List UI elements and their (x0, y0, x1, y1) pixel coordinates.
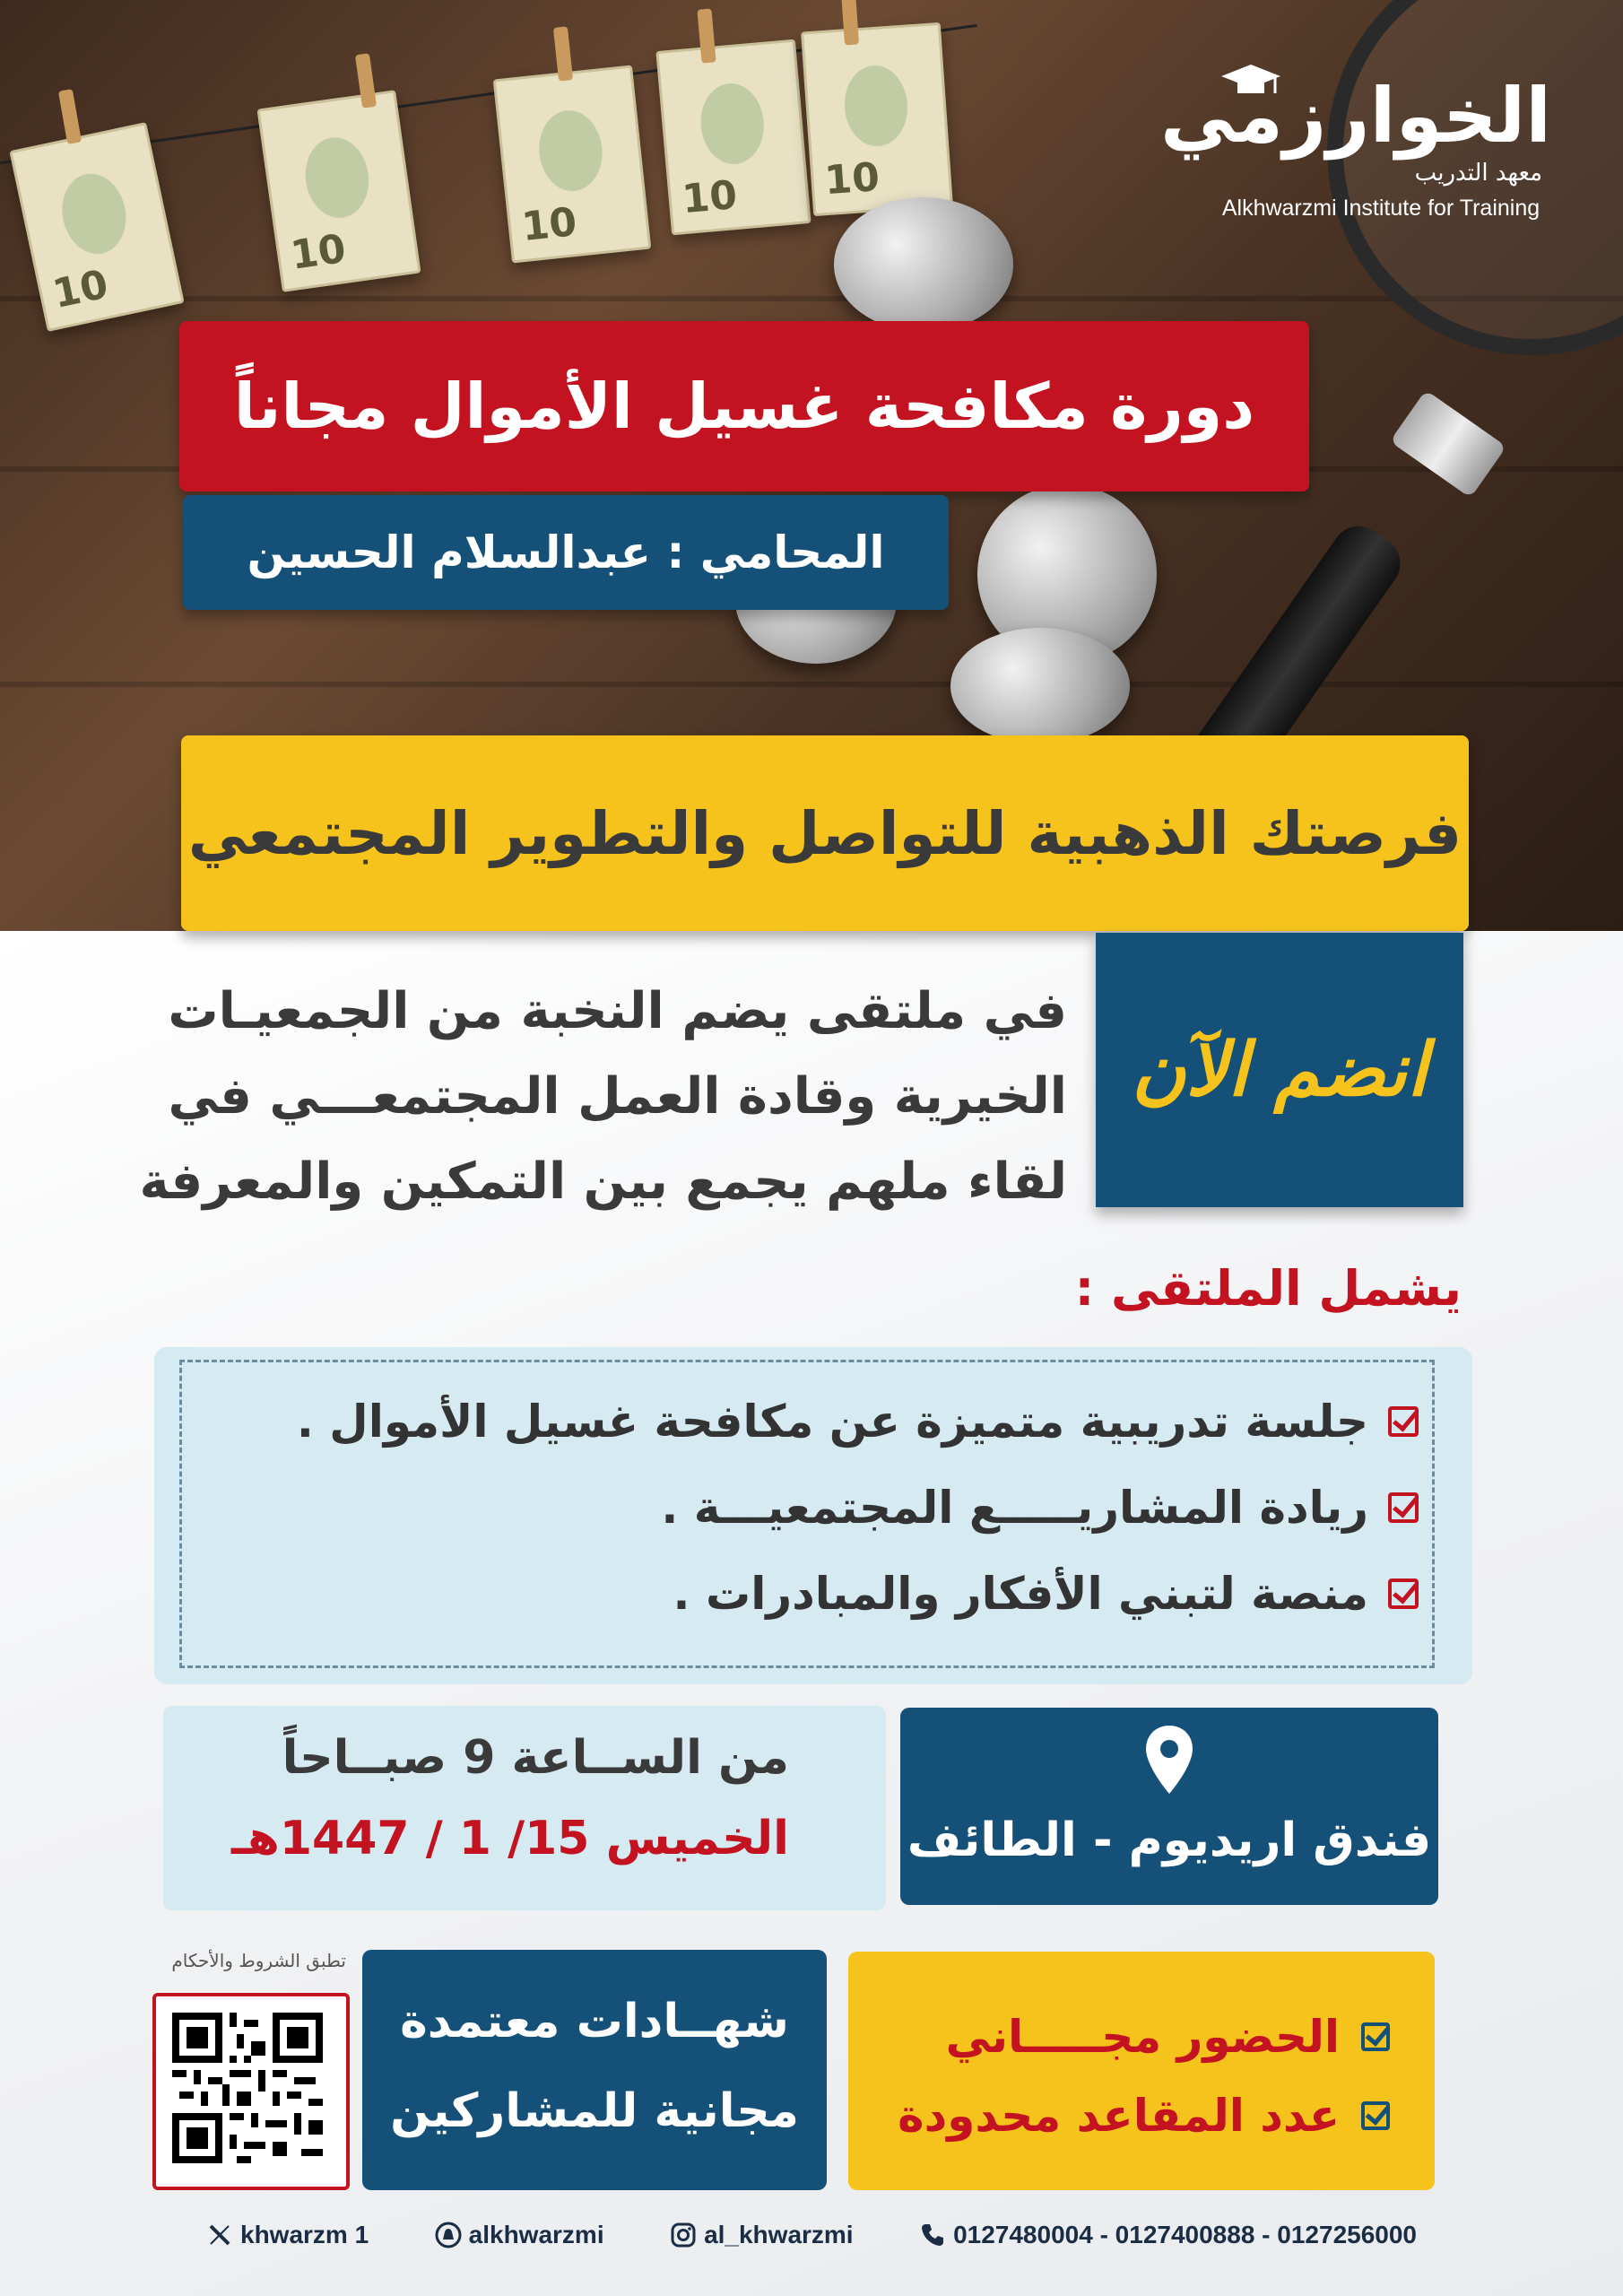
banknote: 10 (655, 39, 811, 236)
list-item-text: منصة لتبني الأفكار والمبادرات . (673, 1568, 1368, 1620)
attendance-text: عدد المقاعد محدودة (898, 2090, 1340, 2142)
course-title: دورة مكافحة غسيل الأموال مجاناً (179, 321, 1309, 491)
check-icon (1388, 1406, 1419, 1437)
contact-footer (206, 2215, 1417, 2255)
list-item (297, 1396, 1419, 1448)
coin (950, 628, 1130, 744)
phone-list: 0127480004 - 0127400888 - 0127256000 (953, 2221, 1417, 2248)
check-icon (1361, 2022, 1390, 2051)
event-date: الخميس 15/ 1 / 1447هـ (231, 1812, 789, 1866)
attendance-item (946, 2011, 1390, 2063)
banknote: 10 (801, 22, 953, 216)
description-line: الخيرية وقادة العمل المجتمعـــي في (168, 1067, 1067, 1126)
x-handle: khwarzm 1 (240, 2221, 369, 2248)
clothespin (841, 0, 859, 45)
clothespin (58, 89, 82, 144)
description (139, 969, 1067, 1224)
venue-box (900, 1708, 1438, 1905)
magnifier-collar (1390, 390, 1506, 498)
logo-english: Alkhwarzmi Institute for Training (1221, 196, 1541, 221)
location-pin-icon (1142, 1724, 1196, 1796)
snapchat-link[interactable] (435, 2221, 604, 2249)
certificates-line: شهــادات معتمدة (400, 1995, 789, 2048)
list-item (661, 1482, 1419, 1534)
certificates-box (362, 1950, 827, 2190)
lawyer-name: المحامي : عبدالسلام الحسين (183, 495, 949, 610)
time-box (163, 1706, 886, 1910)
venue-name: فندق اريديوم - الطائف (907, 1813, 1432, 1867)
check-icon (1361, 2101, 1390, 2130)
banknote: 10 (493, 65, 652, 263)
institute-logo (1159, 54, 1551, 233)
list-item-text: ريادة المشاريـــــع المجتمعيـــة . (661, 1482, 1368, 1534)
description-line: لقاء ملهم يجمع بين التمكين والمعرفة (139, 1152, 1067, 1211)
tagline: فرصتك الذهبية للتواصل والتطوير المجتمعي (181, 735, 1469, 931)
list-item (673, 1568, 1419, 1620)
attendance-item (898, 2090, 1390, 2142)
x-link[interactable] (206, 2221, 369, 2249)
instagram-link[interactable] (670, 2221, 854, 2249)
wood-grain (0, 296, 1623, 301)
terms-note: تطبق الشروط والأحكام (171, 1950, 346, 1971)
includes-heading: يشمل الملتقى : (1074, 1260, 1462, 1317)
phone-icon (919, 2222, 946, 2248)
event-hour: من الســاعة 9 صبــاحاً (282, 1731, 789, 1785)
check-icon (1388, 1578, 1419, 1609)
list-item-text: جلسة تدريبية متميزة عن مكافحة غسيل الأموال . (296, 1396, 1368, 1448)
snapchat-handle: alkhwarzmi (468, 2221, 604, 2248)
description-line: في ملتقى يضم النخبة من الجمعيـات (168, 982, 1067, 1040)
includes-list (154, 1347, 1472, 1684)
wood-grain (0, 682, 1623, 687)
check-icon (1388, 1492, 1419, 1523)
qr-code-pattern (172, 2013, 323, 2163)
coin (834, 197, 1013, 332)
join-now-badge: انضم الآن (1096, 933, 1463, 1207)
banknote: 10 (9, 122, 184, 332)
logo-arabic-name: الخوارزمي (1159, 72, 1551, 160)
qr-code[interactable] (152, 1993, 350, 2190)
x-icon (206, 2222, 233, 2248)
phone-numbers[interactable] (919, 2221, 1417, 2249)
instagram-handle: al_khwarzmi (704, 2221, 854, 2248)
logo-arabic-sub: معهد التدريب (1414, 160, 1542, 187)
attendance-text: الحضور مجـــــاني (945, 2011, 1340, 2063)
banknote: 10 (256, 90, 421, 292)
instagram-icon (670, 2222, 697, 2248)
attendance-box (848, 1952, 1435, 2190)
certificates-line: مجانية للمشاركين (390, 2084, 799, 2138)
snapchat-icon (435, 2222, 462, 2248)
